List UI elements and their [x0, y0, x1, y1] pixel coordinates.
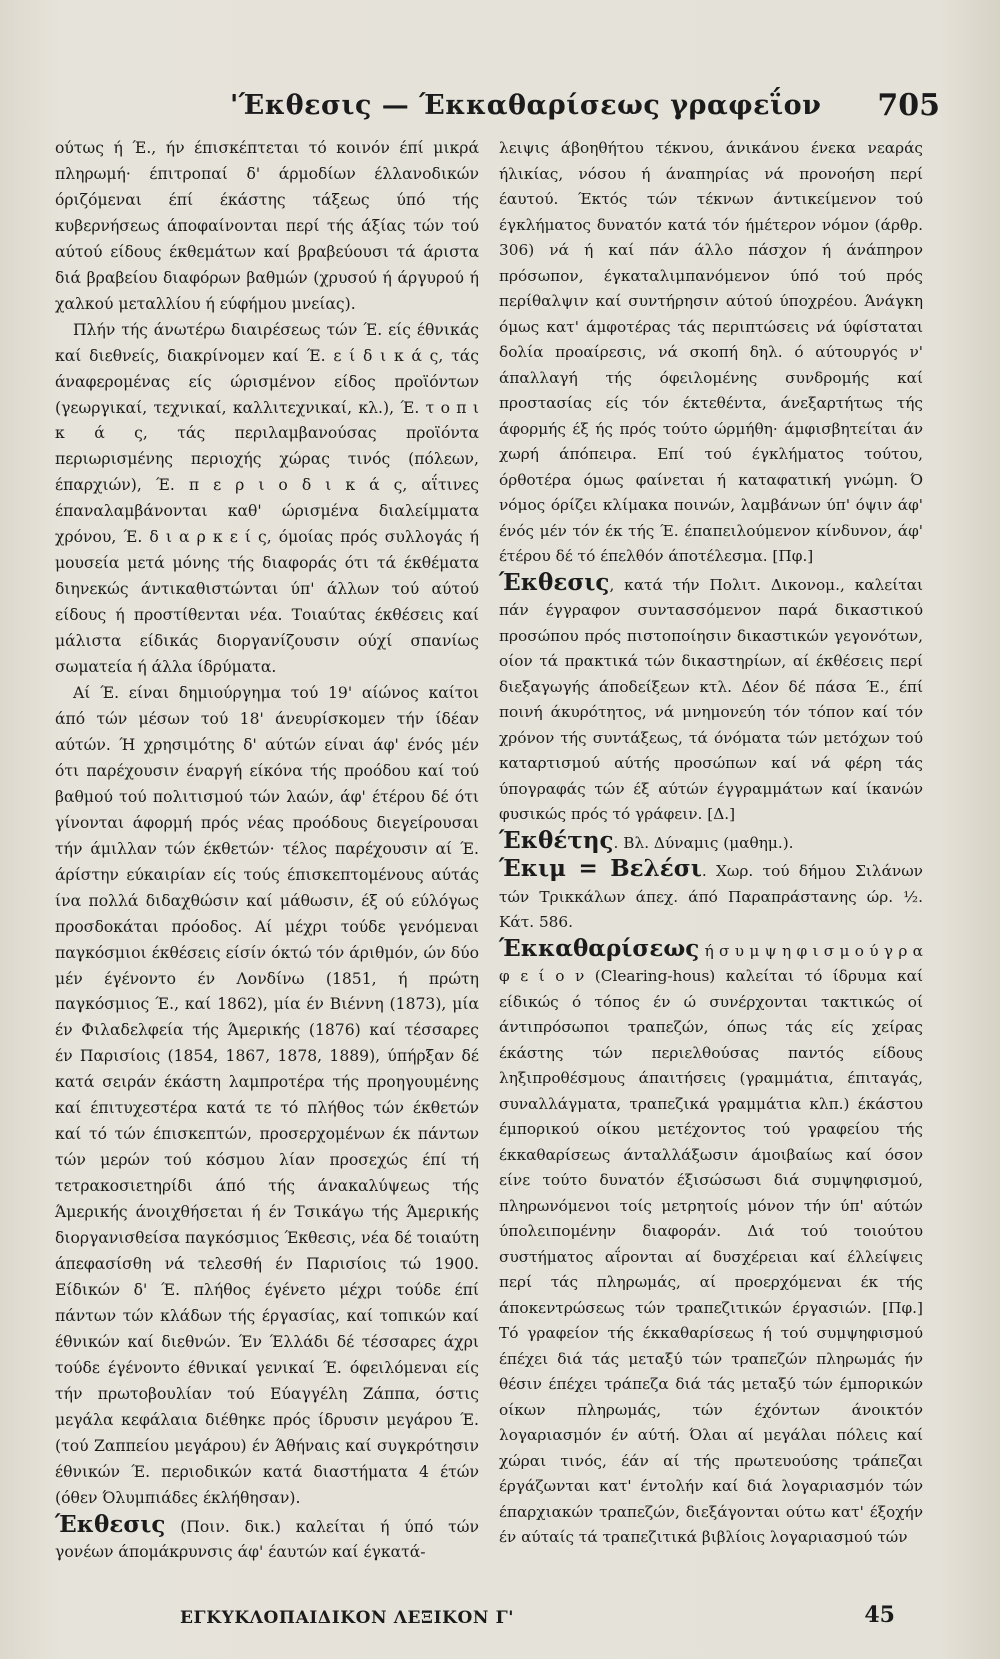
- dictionary-entry: [499, 828, 923, 857]
- dictionary-entry: [499, 856, 923, 936]
- signature-mark: 45: [864, 1602, 895, 1628]
- page-footer: [55, 1602, 925, 1636]
- entry-text: . Βλ. Δύναμις (μαθημ.).: [613, 833, 794, 852]
- entry-text: λειψις άβοηθήτου τέκνου, άνικάνου ένεκα νεαράς ήλικίας, νόσου ή άναπηρίας νά προνοήση περί έαυτού. Έκτός τών τέκνων άντικείμενον τού έγκλήματος δυνατόν κατά τόν ήμέτερον νόμον (άρθρ. 306) νά ή καί πάν άλλο πάσχον ή άνάπηρον πρόσωπον, έγκαταλιμπανόμενον ύπό τού πρός περίθαλψιν καί συντήρησιν αύτού ύποχρέου. Άνάγκη όμως κατ' άμφοτέρας τάς περιπτώσεις νά ύφίσταται δολία προαίρεσις, νά σκοπή δηλ. ό αύτουργός ν' άπαλλαγή τής όφειλομένης συνδρομής καί προστασίας είς τόν έκτεθέντα, άνεξαρτήτως τής άφορμής έξ ής πρός τούτο ώρμήθη· άμφισβητείται άν χωρή άπόπειρα. Επί τού έγκλήματος τούτου, όρθοτέρα όμως φαίνεται ή καταφατική γνώμη. Ό νόμος όρίζει κλίμακα ποινών, λαμβάνων ύπ' όψιν άφ' ένός μέν τόν έκ τής Έ. έπαπειλούμενον κίνδυνον, άφ' έτέρου δέ τό έπελθόν άποτέλεσμα. [Πφ.]: [499, 139, 923, 565]
- paragraph: [55, 318, 479, 681]
- left-column: [55, 136, 479, 1566]
- running-head: 'Έκθεσις — Έκκαθαρίσεως γραφεΐον: [230, 90, 822, 121]
- dictionary-entry: [499, 570, 923, 828]
- entry-text: Πλήν τής άνωτέρω διαιρέσεως τών Έ. είς έθνικάς καί διεθνείς, διακρίνομεν καί Έ. ε ί δ ι κ ά ς, τάς άναφερομένας είς ώρισμένον είδος προϊόντων (γεωργικαί, τεχνικαί, καλλιτεχνικαί, κλ.), Έ. τ ο π ι κ ά ς, τάς περιλαμβανούσας προϊόντα περιωρισμένης περιοχής χώρας τινός (πόλεων, έπαρχιών), Έ. π ε ρ ι ο δ ι κ ά ς, αΐτινες έπαναλαμβάνονται καθ' ώρισμένα διαλείμματα χρόνου, Έ. δ ι α ρ κ ε ί ς, όμοίας πρός συλλογάς ή μουσεία μετά μόνης τής διαφοράς ότι τά έκθέματα διηνεκώς άντικαθιστώνται ύπ' άλλων τού αύτού είδους ή προστίθενται νέα. Τοιαύτας έκθέσεις καί μάλιστα είδικάς διοργανίζουσιν ούχί σπανίως σωματεία ή άλλα ίδρύματα.: [55, 320, 479, 677]
- entry-text: Αί Έ. είναι δημιούργημα τού 19' αίώνος καίτοι άπό τών μέσων τού 18' άνευρίσκομεν τήν ίδέαν αύτών. Ή χρησιμότης δ' αύτών είναι άφ' ένός μέν ότι παρέχουσιν έναργή είκόνα τής προόδου καί τού βαθμού τού πολιτισμού τών λαών, άφ' έτέρου δέ ότι γίνονται άφορμή πρός νέας προόδους διεγείρουσαι τήν άμιλλαν τών έκθετών· τέλος παρέχουσιν αί Έ. άρίστην εύκαιρίαν είς τούς έπισκεπτομένους αύτάς ίνα πολλά διδαχθώσιν καί μάθωσιν, έξ ού εύλόγως προσδοκάται πρόοδος. Αί μέχρι τούδε γενόμεναι παγκόσμιοι έκθέσεις είσίν όκτώ τόν άριθμόν, ών δύο μέν έγένοντο έν Λονδίνω (1851, ή πρώτη παγκόσμιος Έ., καί 1862), μία έν Βιέννη (1873), μία έν Φιλαδελφεία τής Άμερικής (1876) καί τέσσαρες έν Παρισίοις (1854, 1867, 1878, 1889), ύπήρξαν δέ κατά σειράν έκάστη λαμπροτέρα τής προηγουμένης καί έπιτυχεστέρα κατά τε τό πλήθος τών έκθετών καί τό τών έπισκεπτών, προσερχομένων έκ πάντων τών μερών τού κόσμου λίαν προσεχώς έπί τή τετρακοσιετηρίδι άπό τής άνακαλύψεως τής Άμερικής άνοιχθήσεται ή έν Τσικάγω τής Άμερικής διοργανισθείσα παγκόσμιος Έκθεσις, νέα δέ τοιαύτη άπεφασίσθη νά τελεσθή έν Παρισίοις τώ 1900. Είδικών δ' Έ. πλήθος έγένετο μέχρι τούδε έπί πάντων τών κλάδων τής έργασίας, καί τοπικών καί έθνικών καί διεθνών. Έν Έλλάδι δέ τέσσαρες άχρι τούδε έγένοντο έθνικαί γενικαί Έ. όφειλόμεναι είς τήν πρωτοβουλίαν τού Εύαγγέλη Ζάππα, όστις μεγάλα κεφάλαια διέθηκε πρός ίδρυσιν μεγάρου Έ. (τού Ζαππείου μεγάρου) έν Άθήναις καί συγκρότησιν έθνικών Έ. περιοδικών κατά διαστήματα 4 έτών (όθεν Όλυμπιάδες έκλήθησαν).: [55, 684, 479, 1507]
- entry-headword: Έκθεσις: [55, 1510, 166, 1538]
- entry-text: ούτως ή Έ., ήν έπισκέπτεται τό κοινόν έπί μικρά πληρωμή· έπιτροπαί δ' άρμοδίων έλλανοδικών όριζόμεναι έπί έκάστης τάξεως ύπό τής κυβερνήσεως άποφαίνονται περί τής άξίας τών τού αύτού είδους έκθεμάτων καί βραβεύουσι τά άριστα διά βραβείου διαφόρων βαθμών (χρυσού ή άργυρού ή χαλκού μεταλλίου ή εύφήμου μνείας).: [55, 139, 479, 313]
- dictionary-entry: [55, 1512, 479, 1567]
- dictionary-entry: [499, 936, 923, 1551]
- entry-headword: Έκθεσις: [499, 568, 610, 596]
- entry-headword: Έκθέτης: [499, 826, 614, 854]
- entry-headword: Έκκαθαρίσεως: [499, 934, 700, 962]
- entry-text: (Ποιν. δικ.) καλείται ή ύπό τών γονέων άπομάκρυνσις άφ' έαυτών καί έγκατά-: [55, 1517, 479, 1562]
- paragraph: [55, 136, 479, 318]
- paragraph: [55, 681, 479, 1512]
- page-header: [230, 90, 950, 130]
- right-column: [499, 136, 923, 1551]
- entry-headword: Έκιμ = Βελέσι: [499, 855, 702, 882]
- entry-text: ή σ υ μ ψ η φ ι σ μ ο ύ γ ρ α φ ε ί ο ν (Clearing-hous) καλείται τό ίδρυμα καί είδικώς ό τόπος έν ώ συνέρχονται τακτικώς οί άντιπρόσωποι τραπεζών, όπως τάς είς χείρας έκάστης τών περιελθούσας παντός είδους ληξιπροθέσμους άπαιτήσεις (γραμμάτια, έπιταγάς, συναλλάγματα, τραπεζικά γραμμάτια κλπ.) έκάστου έμπορικού οίκου μετέχοντος τού γραφείου τής έκκαθαρίσεως άνταλλάξωσιν άμοιβαίως καί όσον είνε τούτο δυνατόν έξισώσωσι διά συμψηφισμού, πληρωνόμενοι τοίς μετρητοίς μόνον τήν ύπ' αύτών ύπολειπομένην διαφοράν. Διά τού τοιούτου συστήματος αΐρονται αί δυσχέρειαι καί έλλείψεις περί τάς πληρωμάς, αί προερχόμεναι έκ τής άποκεντρώσεως τών τραπεζιτικών έργασιών. [Πφ.] Τό γραφείον τής έκκαθαρίσεως ή τού συμψηφισμού έπέχει διά τάς μεταξύ τών τραπεζών πληρωμάς ήν θέσιν έπέχει τράπεζα διά τάς μεταξύ τών έμπορικών οίκων πληρωμάς, τών έχόντων άνοικτόν λογαριασμόν έν αύτή. Όλαι αί μεγάλαι πόλεις καί χώραι τινός, έάν αί τής πρωτευούσης τράπεζαι έργάζωνται κατ' έντολήν καί διά λογαριασμόν τών έπαρχιακών τραπεζών, διεξάγονται ούτω κατ' έξοχήν έν αύταίς τά τραπεζιτικά βιβλίοις λογαριασμού τών: [499, 941, 923, 1546]
- page-number: 705: [877, 88, 940, 123]
- footer-title: ΕΓΚΥΚΛΟΠΑΙΔΙΚΟΝ ΛΕΞΙΚΟΝ Γ': [180, 1608, 515, 1628]
- dictionary-entry: [499, 136, 923, 570]
- entry-text: , κατά τήν Πολιτ. Δικονομ., καλείται πάν έγγραφον συντασσόμενον παρά δικαστικού προσώπου πρός πιστοποίησιν δικαστικών γεγονότων, οίον τά πρακτικά τών δικαστηρίων, αί έκθέσεις περί διεξαγωγής άποδείξεων κτλ. Δέον δέ πάσα Έ., έπί ποινή άκυρότητος, νά μνημονεύη τόν τόπον καί τόν χρόνον τής συντάξεως, τά όνόματα τών μετόχων τού καταρτισμού αύτής προσώπων καί νά φέρη τάς ύπογραφάς τών έξ αύτών έγγραμμάτων καί ίκανών φυσικώς πρός τό γράφειν. [Δ.]: [499, 575, 923, 823]
- entry-text: . Χωρ. τού δήμου Σιλάνων τών Τρικκάλων άπεχ. άπό Παραπράστανης ώρ. ½. Κάτ. 586.: [499, 862, 923, 931]
